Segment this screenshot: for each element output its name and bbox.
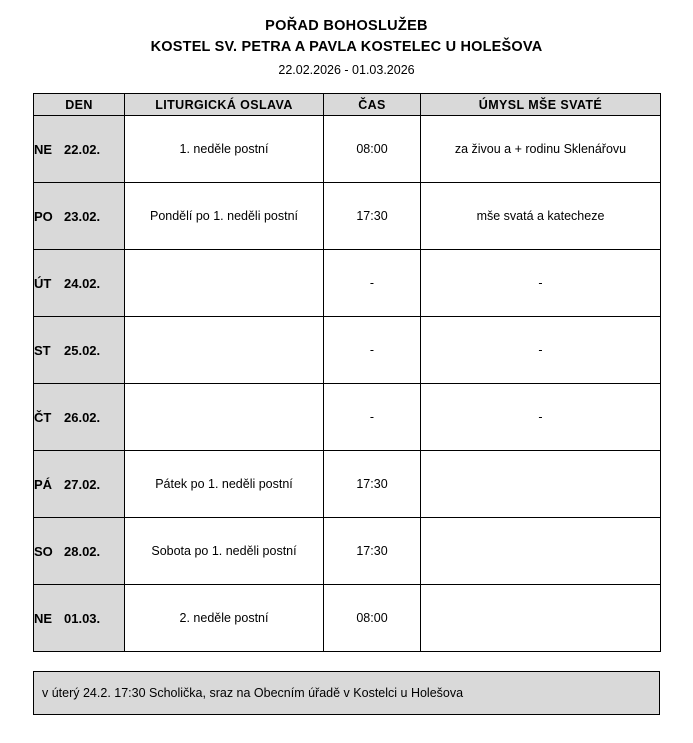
cell-celebration: Pondělí po 1. neděli postní [125, 183, 324, 250]
cell-time: 08:00 [324, 116, 421, 183]
cell-day-of-week: SO [34, 543, 53, 559]
cell-day [34, 250, 125, 317]
column-header-time: ČAS [324, 94, 421, 116]
cell-day [34, 183, 125, 250]
cell-date: 23.02. [64, 208, 101, 224]
schedule-table [33, 93, 661, 652]
table-row [34, 116, 661, 183]
cell-celebration [125, 384, 324, 451]
column-header-day: DEN [34, 94, 125, 116]
document-date-range: 22.02.2026 - 01.03.2026 [278, 63, 415, 77]
footer-note [33, 671, 660, 715]
cell-intention [421, 518, 661, 585]
column-header-intention: ÚMYSL MŠE SVATÉ [421, 94, 661, 116]
column-header-celebration: LITURGICKÁ OSLAVA [125, 94, 324, 116]
cell-celebration: 2. neděle postní [125, 585, 324, 652]
cell-day-of-week: ČT [34, 409, 52, 425]
cell-day-of-week: ÚT [34, 275, 52, 291]
table-row [34, 317, 661, 384]
table-row [34, 518, 661, 585]
cell-celebration: Sobota po 1. neděli postní [125, 518, 324, 585]
cell-day [34, 317, 125, 384]
document-subtitle: KOSTEL SV. PETRA A PAVLA KOSTELEC U HOLEŠOVA [150, 39, 543, 55]
cell-intention [421, 585, 661, 652]
cell-date: 01.03. [64, 610, 101, 626]
footer-note-text: v úterý 24.2. 17:30 Scholička, sraz na Obecním úřadě v Kostelci u Holešova [42, 686, 464, 700]
table-row [34, 250, 661, 317]
table-body [34, 116, 661, 652]
cell-day [34, 116, 125, 183]
cell-time: 17:30 [324, 451, 421, 518]
table-row [34, 183, 661, 250]
cell-celebration: Pátek po 1. neděli postní [125, 451, 324, 518]
table-row [34, 585, 661, 652]
cell-date: 22.02. [64, 141, 101, 157]
cell-day [34, 384, 125, 451]
cell-day [34, 585, 125, 652]
cell-time: 08:00 [324, 585, 421, 652]
document-header [0, 0, 693, 79]
schedule-table-wrapper [33, 93, 660, 652]
cell-day-of-week: PO [34, 208, 53, 224]
cell-intention: - [421, 384, 661, 451]
cell-time: - [324, 384, 421, 451]
cell-intention: mše svatá a katecheze [421, 183, 661, 250]
cell-celebration [125, 250, 324, 317]
table-row [34, 384, 661, 451]
cell-intention: za živou a + rodinu Sklenářovu [421, 116, 661, 183]
cell-time: - [324, 250, 421, 317]
table-head [34, 94, 661, 116]
cell-day [34, 451, 125, 518]
table-header-row [34, 94, 661, 116]
cell-day-of-week: PÁ [34, 476, 53, 492]
cell-time: 17:30 [324, 518, 421, 585]
cell-date: 27.02. [64, 476, 101, 492]
cell-day-of-week: NE [34, 610, 53, 626]
cell-day-of-week: NE [34, 141, 53, 157]
cell-date: 25.02. [64, 342, 101, 358]
document-title: POŘAD BOHOSLUŽEB [265, 18, 428, 34]
cell-intention: - [421, 317, 661, 384]
cell-celebration [125, 317, 324, 384]
cell-time: 17:30 [324, 183, 421, 250]
cell-day [34, 518, 125, 585]
cell-intention: - [421, 250, 661, 317]
cell-date: 24.02. [64, 275, 101, 291]
cell-date: 28.02. [64, 543, 101, 559]
cell-date: 26.02. [64, 409, 101, 425]
cell-day-of-week: ST [34, 342, 51, 358]
table-row [34, 451, 661, 518]
cell-celebration: 1. neděle postní [125, 116, 324, 183]
cell-time: - [324, 317, 421, 384]
cell-intention [421, 451, 661, 518]
